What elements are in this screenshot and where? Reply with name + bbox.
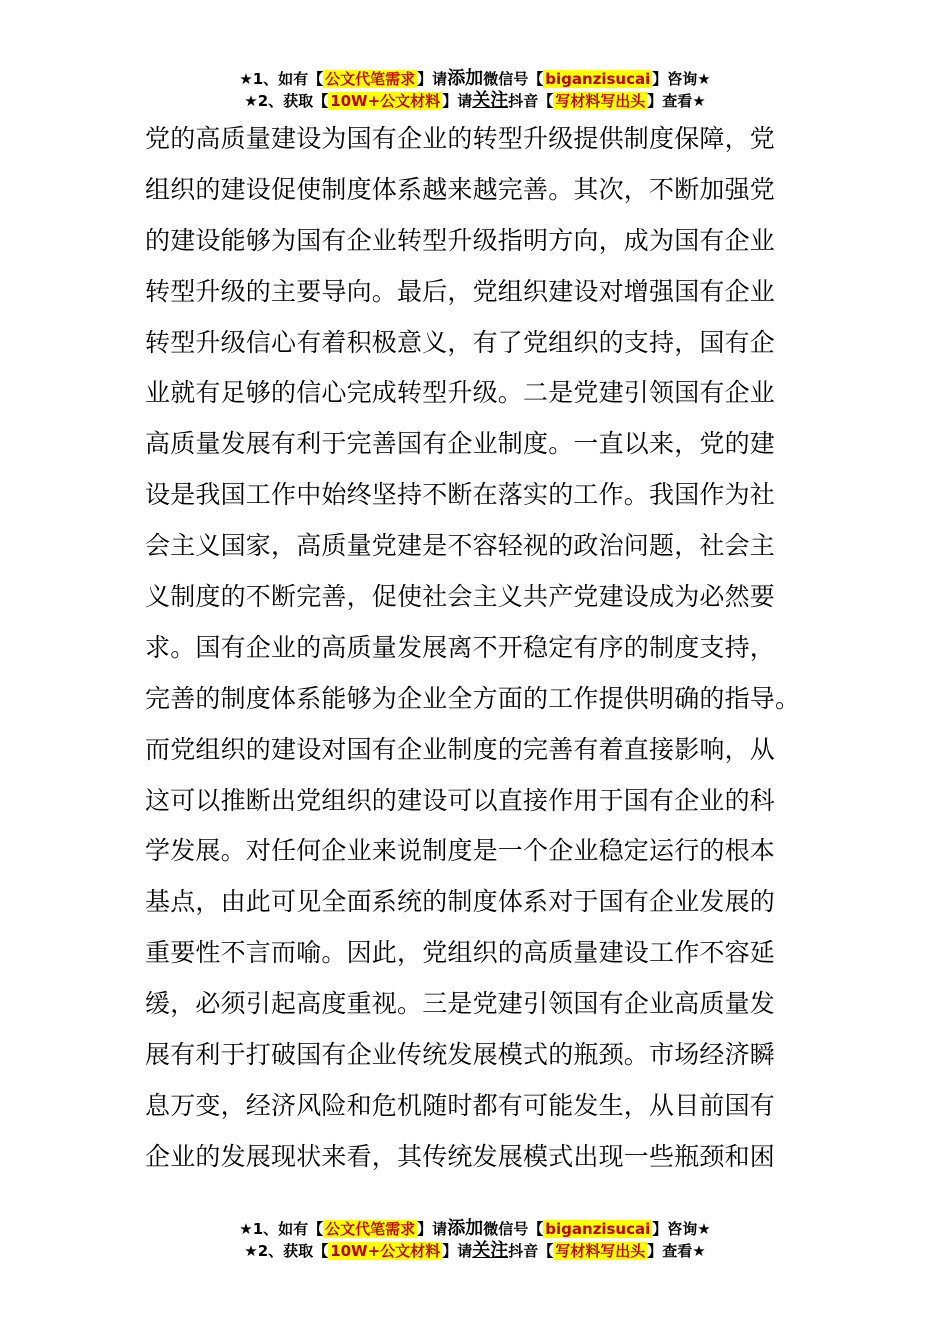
emphasis-text: 关注 <box>472 1240 509 1261</box>
body-line: 义制度的不断完善，促使社会主义共产党建设成为必然要 <box>145 582 776 612</box>
banner-text: 】请 <box>442 1242 473 1260</box>
body-line: 重要性不言而喻。因此，党组织的高质量建设工作不容延 <box>145 938 776 968</box>
banner-text: ★1、如有【 <box>239 1220 324 1238</box>
banner-text: 】请 <box>417 70 448 88</box>
body-line: 息万变，经济风险和危机随时都有可能发生，从目前国有 <box>145 1090 776 1120</box>
emphasis-text: 添加 <box>447 1218 484 1239</box>
header-banner <box>0 68 950 112</box>
body-line: 求。国有企业的高质量发展离不开稳定有序的制度支持， <box>145 632 776 662</box>
highlight-wechat-id: biganzisucai <box>545 1220 651 1238</box>
body-line: 展有利于打破国有企业传统发展模式的瓶颈。市场经济瞬 <box>145 1040 776 1070</box>
highlight-douyin: 写材料写出头 <box>555 1242 646 1260</box>
banner-line-2 <box>0 90 950 112</box>
body-line: 会主义国家，高质量党建是不容轻视的政治问题，社会主 <box>145 531 776 561</box>
body-line: 学发展。对任何企业来说制度是一个企业稳定运行的根本 <box>145 836 776 866</box>
body-line: 党的高质量建设为国有企业的转型升级提供制度保障，党 <box>145 124 776 153</box>
banner-text: 】查看★ <box>647 1242 706 1260</box>
body-line: 完善的制度体系能够为企业全方面的工作提供明确的指导。 <box>145 683 801 713</box>
highlight-service: 公文代笔需求 <box>325 1220 416 1238</box>
footer-banner <box>0 1218 950 1262</box>
body-line: 高质量发展有利于完善国有企业制度。一直以来，党的建 <box>145 429 776 459</box>
body-line: 基点，由此可见全面系统的制度体系对于国有企业发展的 <box>145 887 776 917</box>
body-line: 企业的发展现状来看，其传统发展模式出现一些瓶颈和困 <box>145 1141 776 1171</box>
banner-text: 微信号【 <box>483 70 544 88</box>
banner-text: 微信号【 <box>483 1220 544 1238</box>
body-line: 转型升级信心有着积极意义，有了党组织的支持，国有企 <box>145 327 776 357</box>
body-line: 缓，必须引起高度重视。三是党建引领国有企业高质量发 <box>145 989 776 1019</box>
banner-text: ★2、获取【 <box>244 1242 329 1260</box>
banner-text: 】咨询★ <box>652 1220 711 1238</box>
banner-text: ★2、获取【 <box>244 92 329 110</box>
banner-text: 】请 <box>442 92 473 110</box>
body-line: 转型升级的主要导向。最后，党组织建设对增强国有企业 <box>145 276 776 306</box>
body-line: 的建设能够为国有企业转型升级指明方向，成为国有企业 <box>145 225 776 255</box>
banner-text: 】咨询★ <box>652 70 711 88</box>
body-line: 这可以推断出党组织的建设可以直接作用于国有企业的科 <box>145 785 776 815</box>
document-body <box>145 114 805 1183</box>
highlight-douyin: 写材料写出头 <box>555 92 646 110</box>
banner-text: 】查看★ <box>647 92 706 110</box>
emphasis-text: 添加 <box>447 68 484 89</box>
highlight-service: 公文代笔需求 <box>325 70 416 88</box>
body-line: 组织的建设促使制度体系越来越完善。其次，不断加强党 <box>145 174 776 204</box>
banner-line-1 <box>0 68 950 90</box>
highlight-materials: 10W+公文材料 <box>330 92 441 110</box>
emphasis-text: 关注 <box>472 90 509 111</box>
highlight-wechat-id: biganzisucai <box>545 70 651 88</box>
body-line: 设是我国工作中始终坚持不断在落实的工作。我国作为社 <box>145 480 776 510</box>
banner-text: 】请 <box>417 1220 448 1238</box>
banner-line-1 <box>0 1218 950 1240</box>
banner-text: ★1、如有【 <box>239 70 324 88</box>
banner-text: 抖音【 <box>508 92 554 110</box>
highlight-materials: 10W+公文材料 <box>330 1242 441 1260</box>
body-line: 而党组织的建设对国有企业制度的完善有着直接影响，从 <box>145 734 776 764</box>
banner-text: 抖音【 <box>508 1242 554 1260</box>
body-line: 业就有足够的信心完成转型升级。二是党建引领国有企业 <box>145 378 776 408</box>
banner-line-2 <box>0 1240 950 1262</box>
